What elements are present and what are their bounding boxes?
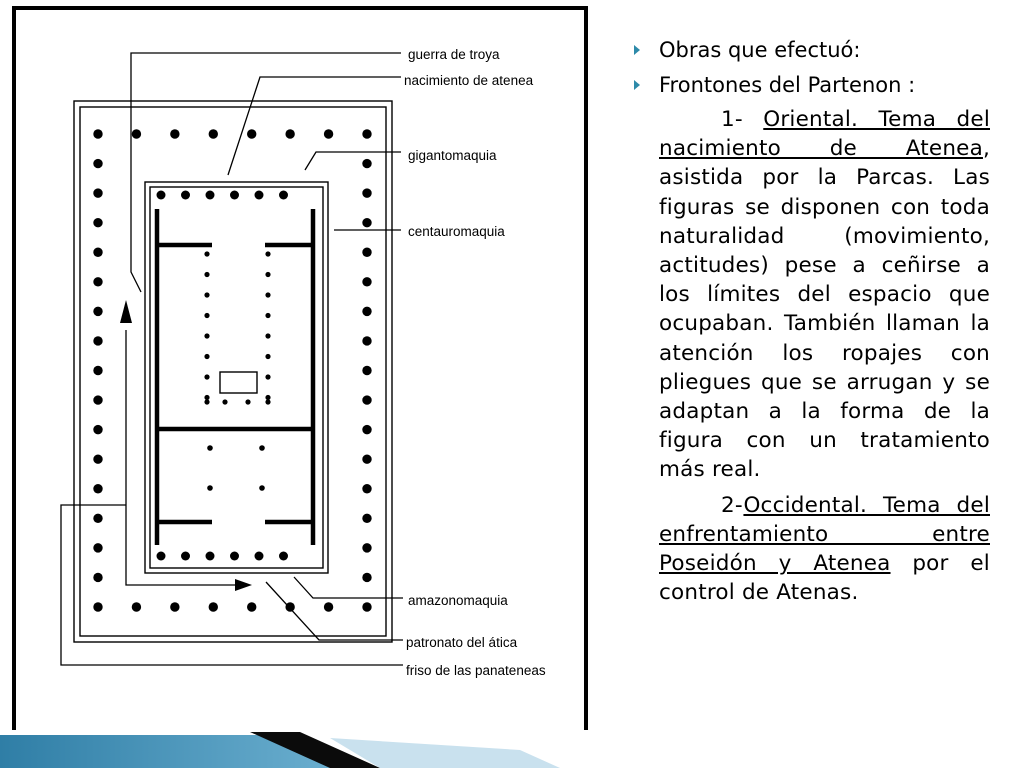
peristyle-column [93, 218, 102, 227]
peristyle-column [362, 277, 371, 286]
peristyle-column [209, 129, 218, 138]
naos-column [265, 272, 270, 277]
peristyle-column [93, 159, 102, 168]
outer-walls [74, 101, 392, 642]
naos-column [204, 395, 209, 400]
label-gigantomaquia: gigantomaquia [408, 148, 497, 163]
paragraph-oriental [659, 105, 990, 485]
parthenon-plan-drawing [16, 10, 584, 732]
naos-column [204, 272, 209, 277]
peristyle-column [93, 543, 102, 552]
label-nacimiento-de-atenea: nacimiento de atenea [404, 73, 534, 88]
peristyle-columns [93, 129, 371, 611]
plan-labels [404, 47, 546, 678]
opisthodomos-column [207, 485, 213, 491]
naos-column [265, 333, 270, 338]
peristyle-column [170, 129, 179, 138]
peristyle-column [93, 454, 102, 463]
peristyle-column [93, 129, 102, 138]
peristyle-column [362, 484, 371, 493]
peristyle-column [362, 366, 371, 375]
peristyle-column [93, 514, 102, 523]
peristyle-column [93, 336, 102, 345]
porch-column [230, 191, 239, 200]
porch-column [279, 552, 288, 561]
leader-patronato-del-atica [266, 582, 403, 640]
peristyle-column [362, 454, 371, 463]
peristyle-column [93, 602, 102, 611]
occidental-prefix: 2- [721, 492, 744, 518]
naos-column [204, 354, 209, 359]
peristyle-column [93, 573, 102, 582]
leader-guerra-de-troya [131, 53, 401, 292]
occidental-underlined: Occidental. Tema del enfrentamiento entre Poseidón y Atenea [659, 492, 990, 577]
porch-column [255, 552, 264, 561]
naos-column [265, 374, 270, 379]
occidental-body: por el control de Atenas. [659, 551, 990, 606]
label-amazonomaquia: amazonomaquia [408, 593, 508, 608]
peristyle-column [93, 425, 102, 434]
peristyle-column [362, 395, 371, 404]
cella-walls [157, 209, 313, 545]
peristyle-column [93, 307, 102, 316]
peristyle-column [285, 602, 294, 611]
arrowhead-right [235, 579, 252, 591]
opisthodomos-column [259, 485, 265, 491]
naos-column [222, 399, 227, 404]
peristyle-column [324, 129, 333, 138]
opisthodomos-column [259, 445, 265, 451]
bullet-obras-text: Obras que efectuó: [659, 38, 861, 62]
peristyle-column [93, 248, 102, 257]
peristyle-column [247, 602, 256, 611]
oriental-body: , asistida por la Parcas. Las figuras se disponen con toda naturalidad (movimiento, actitudes) pese a ceñirse a los límites del espacio que ocupaban. También llaman la atención los ropajes con pliegues que se arrugan y se adaptan a la forma de la figura con un tratamiento más real. [659, 136, 990, 483]
porch-column [206, 552, 215, 561]
naos-column [265, 399, 270, 404]
bullet-obras [632, 36, 990, 65]
peristyle-column [170, 602, 179, 611]
naos-column [204, 313, 209, 318]
bullet-arrow-icon [634, 80, 640, 90]
peristyle-column [132, 602, 141, 611]
arrowhead-up [120, 300, 132, 323]
porch-column [157, 191, 166, 200]
opisthodomos-column [207, 445, 213, 451]
naos-column [265, 251, 270, 256]
peristyle-column [362, 336, 371, 345]
porch-column [157, 552, 166, 561]
bullet-frontones-text: Frontones del Partenon : [659, 73, 916, 97]
peristyle-column [362, 573, 371, 582]
porch-column [255, 191, 264, 200]
statue-base [220, 372, 257, 393]
naos-column [204, 399, 209, 404]
label-friso-de-las-panateneas: friso de las panateneas [406, 663, 546, 678]
footer-decorative-stripe [0, 730, 1024, 768]
porch-column [181, 191, 190, 200]
naos-column [204, 374, 209, 379]
peristyle-column [362, 248, 371, 257]
porch-column [230, 552, 239, 561]
peristyle-column [324, 602, 333, 611]
peristyle-column [93, 188, 102, 197]
peristyle-column [362, 602, 371, 611]
peristyle-column [362, 188, 371, 197]
peristyle-column [209, 602, 218, 611]
cella-outer-line [145, 182, 328, 573]
leader-nacimiento-de-atenea [228, 77, 401, 175]
peristyle-column [362, 218, 371, 227]
peristyle-column [362, 543, 371, 552]
naos-column [204, 251, 209, 256]
naos-column [265, 313, 270, 318]
oriental-prefix: 1- [721, 107, 764, 132]
parthenon-plan-figure [12, 6, 588, 736]
naos-column [265, 395, 270, 400]
peristyle-column [362, 514, 371, 523]
peristyle-column [362, 159, 371, 168]
label-patronato-del-atica: patronato del ática [406, 635, 518, 650]
peristyle-column [93, 484, 102, 493]
peristyle-column [285, 129, 294, 138]
naos-column [204, 333, 209, 338]
naos-column [204, 292, 209, 297]
text-panel [632, 30, 990, 607]
peristyle-column [247, 129, 256, 138]
paragraph-occidental [659, 491, 990, 608]
naos-column [265, 292, 270, 297]
peristyle-column [362, 307, 371, 316]
peristyle-column [93, 366, 102, 375]
direction-arrowheads [120, 300, 252, 591]
oriental-underlined: Oriental. Tema del nacimiento de Atenea [659, 107, 990, 162]
peristyle-column [93, 395, 102, 404]
porch-column [279, 191, 288, 200]
bullet-arrow-icon [634, 45, 640, 55]
peristyle-column [93, 277, 102, 286]
label-centauromaquia: centauromaquia [408, 224, 505, 239]
peristyle-column [362, 129, 371, 138]
peristyle-column [362, 425, 371, 434]
porch-column [181, 552, 190, 561]
naos-column [245, 399, 250, 404]
peristyle-column [132, 129, 141, 138]
label-guerra-de-troya: guerra de troya [408, 47, 500, 62]
bullet-frontones [632, 71, 990, 100]
naos-column [265, 354, 270, 359]
porch-column [206, 191, 215, 200]
